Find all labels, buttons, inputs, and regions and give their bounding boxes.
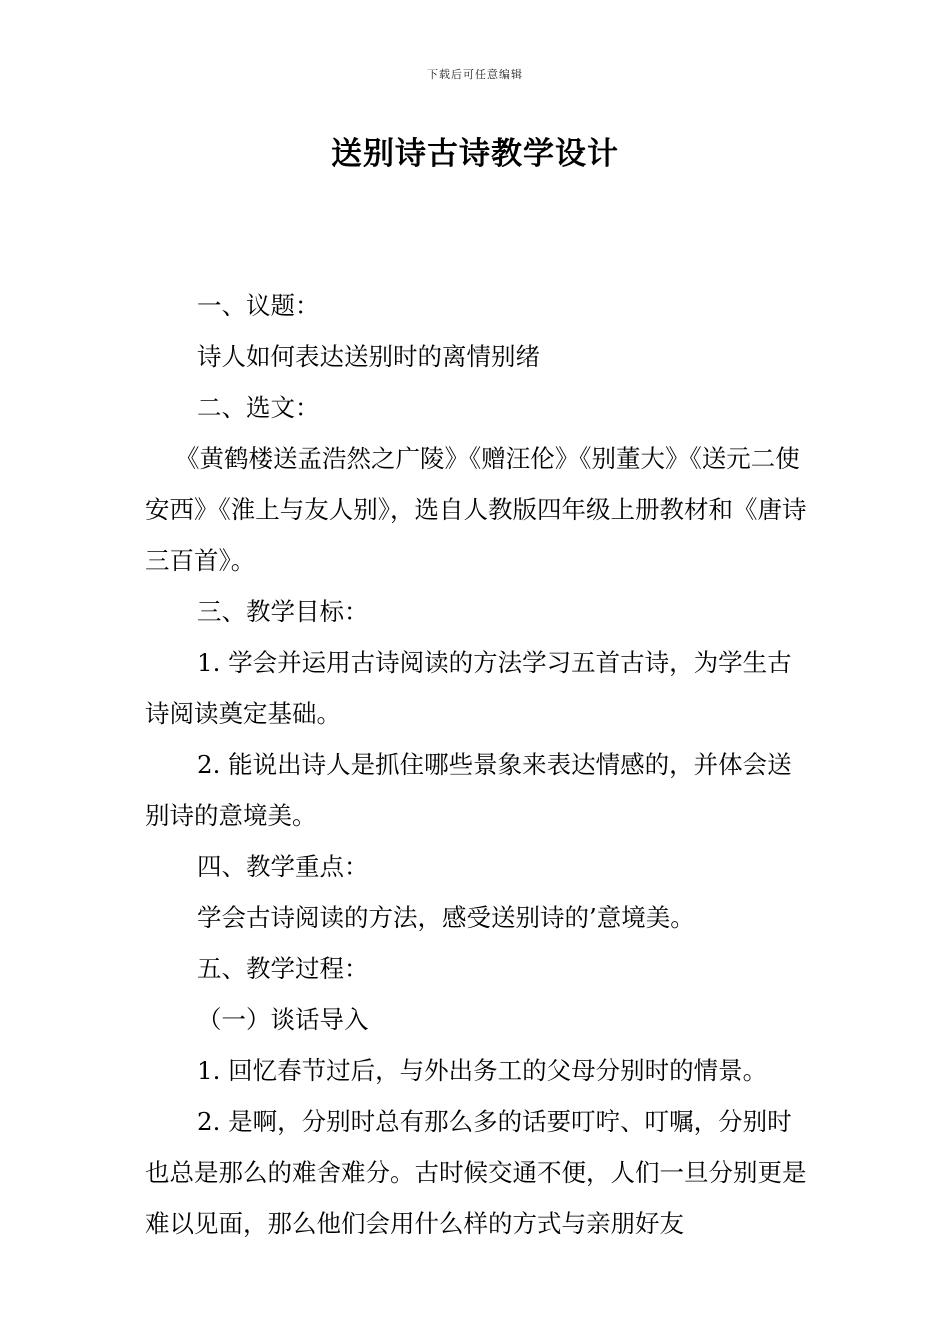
- paragraph-topic: 诗人如何表达送别时的离情别绪: [197, 342, 540, 371]
- document-title: 送别诗古诗教学设计: [331, 136, 619, 172]
- paragraph-focus: 学会古诗阅读的方法，感受送别诗的’意境美。: [197, 903, 695, 932]
- section-heading-process: 五、教学过程：: [197, 954, 369, 983]
- header-note: 下载后可任意编辑: [427, 68, 523, 81]
- paragraph-goal-1: 1. 学会并运用古诗阅读的方法学习五首古诗，为学生古诗阅读奠定基础。: [145, 648, 792, 728]
- section-heading-topic: 一、议题：: [197, 291, 320, 320]
- document-body: [145, 280, 809, 1249]
- paragraph-selection: 《黄鹤楼送孟浩然之广陵》《赠汪伦》《别董大》《送元二使安西》《淮上与友人别》，选自人教版四年级上册教材和《唐诗三百首》。: [145, 444, 807, 575]
- paragraph-step-2: 2. 是啊，分别时总有那么多的话要叮咛、叮嘱，分别时也总是那么的难舍难分。古时候交通不便，人们一旦分别更是难以见面，那么他们会用什么样的方式与亲朋好友: [145, 1107, 807, 1238]
- section-heading-selection: 二、选文：: [197, 393, 320, 422]
- paragraph-step-1: 1. 回忆春节过后，与外出务工的父母分别时的情景。: [197, 1056, 768, 1085]
- section-heading-focus: 四、教学重点：: [197, 852, 369, 881]
- section-heading-goals: 三、教学目标：: [197, 597, 369, 626]
- subsection-heading-intro: （一）谈话导入: [197, 1005, 369, 1034]
- paragraph-goal-2: 2. 能说出诗人是抓住哪些景象来表达情感的，并体会送别诗的意境美。: [145, 750, 792, 830]
